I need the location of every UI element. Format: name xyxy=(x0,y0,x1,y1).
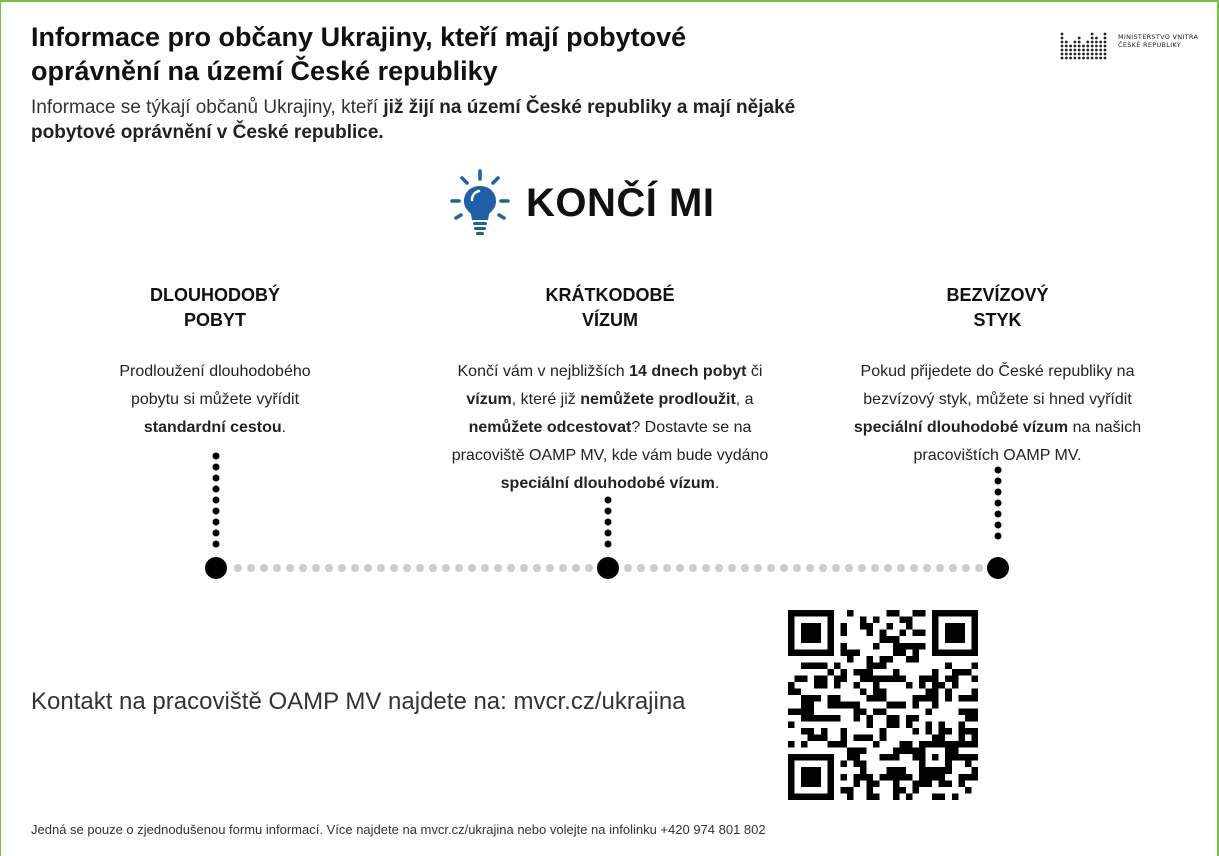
contact-text: Kontakt na pracoviště OAMP MV najdete na: mvcr.cz/ukrajina xyxy=(31,688,686,715)
qr-code-icon[interactable] xyxy=(788,610,978,800)
ministry-logo-text xyxy=(1118,33,1198,49)
ministry-logo-icon xyxy=(1060,22,1112,62)
column-text xyxy=(95,358,335,442)
emphasis-text: speciální dlouhodobé vízum xyxy=(500,475,715,492)
body-text: na našich pracovištích OAMP MV. xyxy=(913,419,1142,464)
body-text: či xyxy=(746,363,763,380)
emphasis-text: 14 dnech pobyt xyxy=(629,363,747,380)
body-text: Prodloužení dlouhodobého pobytu si můžete vyřídit xyxy=(119,363,311,408)
page-subtitle xyxy=(31,95,861,145)
body-text: Pokud přijedete do České republiky na bezvízový styk, můžete si hned vyřídit xyxy=(860,363,1135,408)
emphasis-text: nemůžete prodloužit xyxy=(580,391,736,408)
body-text: . xyxy=(714,475,720,492)
headline-text: KONČÍ MI xyxy=(526,180,715,225)
body-text: Končí vám v nejbližších xyxy=(457,363,630,380)
headline xyxy=(448,168,714,238)
body-text: . xyxy=(281,419,287,436)
ministry-logo xyxy=(1060,22,1205,62)
column-title: DLOUHODOBÝ POBYT xyxy=(150,285,280,330)
column-text xyxy=(835,358,1160,470)
emphasis-text: speciální dlouhodobé vízum xyxy=(853,419,1069,436)
page-title: Informace pro občany Ukrajiny, kteří mají pobytové oprávnění na území České republiky xyxy=(31,22,687,86)
column-long-term-stay xyxy=(95,283,335,442)
logo-line-2: ČESKÉ REPUBLIKY xyxy=(1118,41,1182,49)
body-text: , a xyxy=(735,391,754,408)
column-title: KRÁTKODOBÉ VÍZUM xyxy=(545,285,675,330)
emphasis-text: vízum xyxy=(466,391,512,408)
column-text xyxy=(440,358,780,498)
emphasis-text: standardní cestou xyxy=(143,419,282,436)
column-visa-free xyxy=(835,283,1160,470)
logo-line-1: MINISTERSTVO VNITRA xyxy=(1118,33,1199,41)
body-text: , které již xyxy=(511,391,581,408)
footer-note: Jedná se pouze o zjednodušenou formu informací. Více najdete na mvcr.cz/ukrajina nebo volejte na infolinku +420 974 801 802 xyxy=(31,822,766,837)
body-text: ? Dostavte se na pracoviště OAMP MV, kde vám bude vydáno xyxy=(451,419,769,464)
lightbulb-icon xyxy=(448,168,512,238)
column-short-term-visa xyxy=(440,283,780,498)
column-title: BEZVÍZOVÝ STYK xyxy=(946,285,1049,330)
emphasis-text: nemůžete odcestovat xyxy=(468,419,632,436)
subtitle-bold: již žijí na území České republiky a mají nějaké pobytové oprávnění v České republice. xyxy=(31,97,796,143)
subtitle-plain: Informace se týkají občanů Ukrajiny, kteří xyxy=(31,97,384,118)
